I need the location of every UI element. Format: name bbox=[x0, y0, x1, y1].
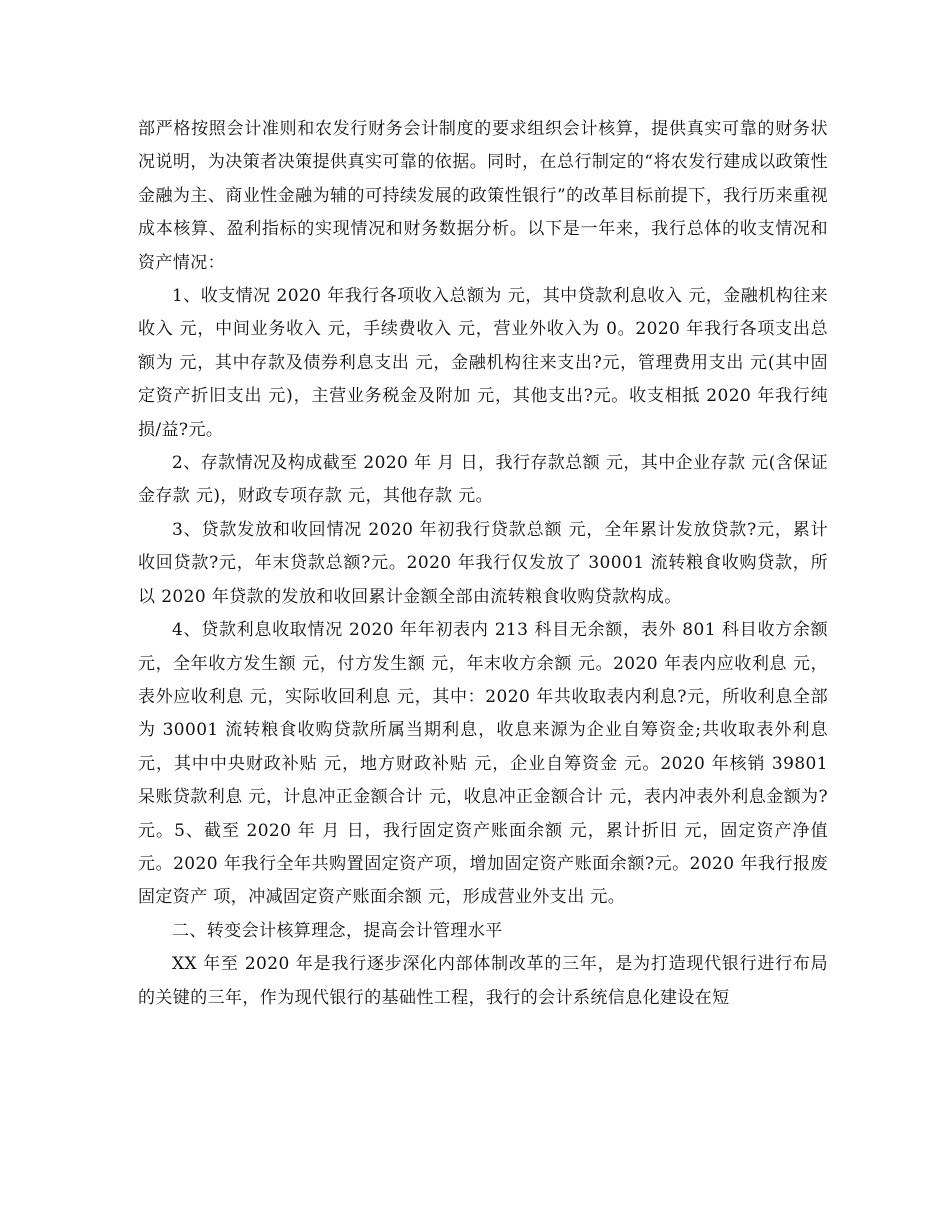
paragraph-interest-assets: 4、贷款利息收取情况 2020 年年初表内 213 科目无余额，表外 801 科目收方余额 元，全年收方发生额 元，付方发生额 元，年末收方余额 元。2020 年表内应收利息 元，表外应收利息 元，实际收回利息 元，其中：2020 年共收取表内利息?元，所收利息全部为 30001 流转粮食收购贷款所属当期利息，收息来源为企业自筹资金;共收取表外利息 元，其中中央财政补贴 元，地方财政补贴 元，企业自筹资金 元。2020 年核销 39801 呆账贷款利息 元，计息冲正金额合计 元，收息冲正金额合计 元，表内冲表外利息金额为?元。5、截至 2020 年 月 日，我行固定资产账面余额 元，累计折旧 元，固定资产净值 元。2020 年我行全年共购置固定资产项，增加固定资产账面余额?元。2020 年我行报废固定资产 项，冲减固定资产账面余额 元，形成营业外支出 元。 bbox=[138, 620, 828, 908]
paragraph-loans: 3、贷款发放和收回情况 2020 年初我行贷款总额 元，全年累计发放贷款?元，累计收回贷款?元，年末贷款总额?元。2020 年我行仅发放了 30001 流转粮食收购贷款，所以 2020 年贷款的发放和收回累计金额全部由流转粮食收购贷款构成。 bbox=[138, 519, 828, 607]
paragraph-income-expense: 1、收支情况 2020 年我行各项收入总额为 元，其中贷款利息收入 元，金融机构往来收入 元，中间业务收入 元，手续费收入 元，营业外收入为 0。2020 年我行各项支出总额为 元，其中存款及债券利息支出 元，金融机构往来支出?元，管理费用支出 元(其中固定资产折旧支出 元)，主营业务税金及附加 元，其他支出?元。收支相抵 2020 年我行纯损/益?元。 bbox=[138, 286, 828, 440]
paragraph-reform: XX 年至 2020 年是我行逐步深化内部体制改革的三年，是为打造现代银行进行布局的关键的三年，作为现代银行的基础性工程，我行的会计系统信息化建设在短 bbox=[138, 954, 828, 1008]
section-heading: 二、转变会计核算理念，提高会计管理水平 bbox=[172, 920, 503, 941]
document-page bbox=[138, 113, 828, 1015]
paragraph-deposits: 2、存款情况及构成截至 2020 年 月 日，我行存款总额 元，其中企业存款 元(含保证金存款 元)，财政专项存款 元，其他存款 元。 bbox=[138, 453, 828, 507]
paragraph-intro: 部严格按照会计准则和农发行财务会计制度的要求组织会计核算，提供真实可靠的财务状况说明，为决策者决策提供真实可靠的依据。同时，在总行制定的“将农发行建成以政策性金融为主、商业性金融为辅的可持续发展的政策性银行”的改革目标前提下，我行历来重视成本核算、盈利指标的实现情况和财务数据分析。以下是一年来，我行总体的收支情况和资产情况： bbox=[138, 119, 828, 273]
